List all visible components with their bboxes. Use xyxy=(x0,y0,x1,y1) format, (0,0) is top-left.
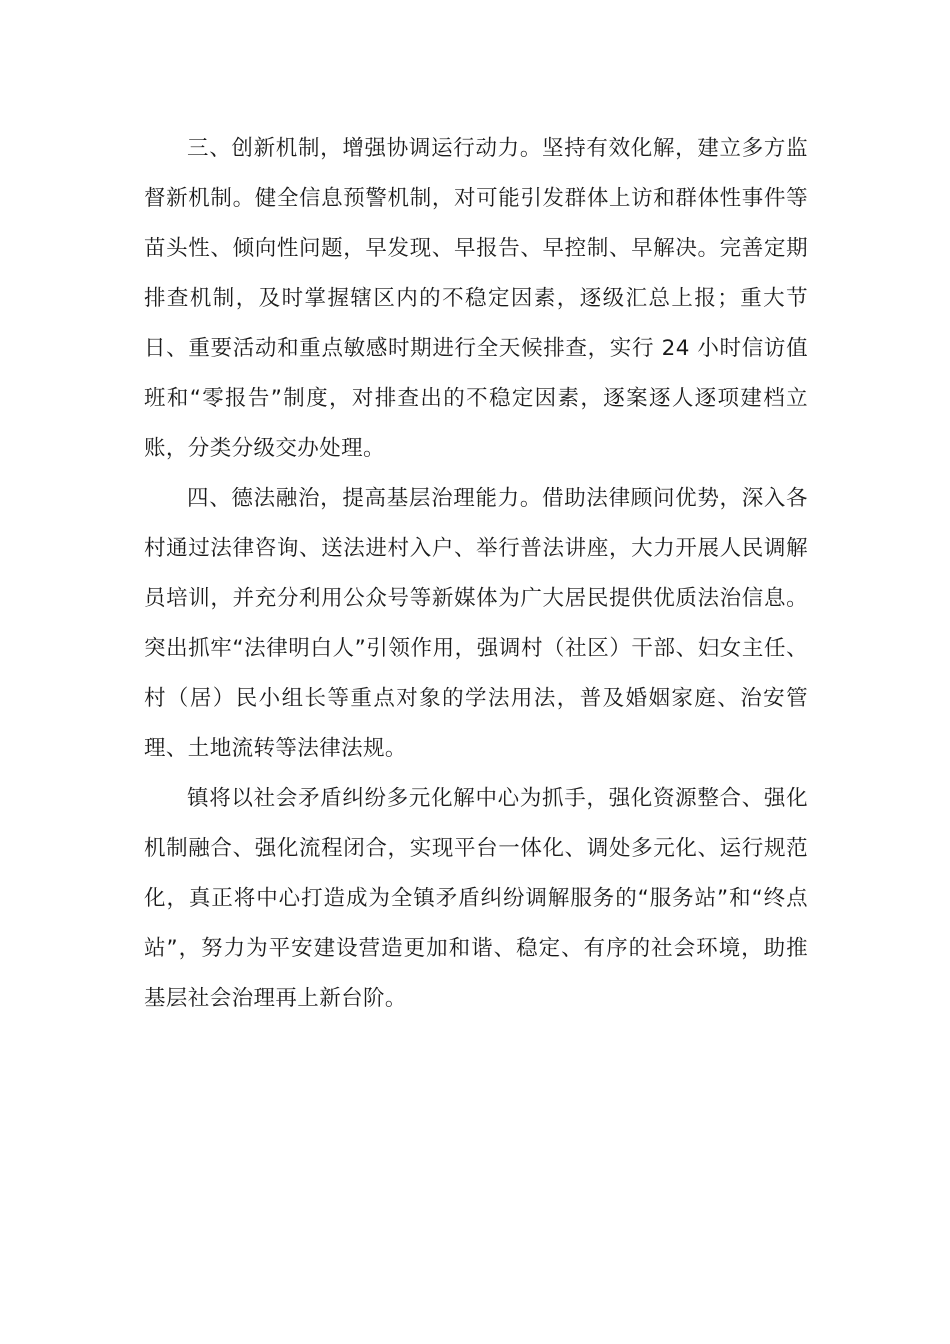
paragraph-innovation-mechanism: 三、创新机制，增强协调运行动力。坚持有效化解，建立多方监督新机制。健全信息预警机制，对可能引发群体上访和群体性事件等苗头性、倾向性问题，早发现、早报告、早控制、早解决。完善定期排查机制，及时掌握辖区内的不稳定因素，逐级汇总上报；重大节日、重要活动和重点敏感时期进行全天候排查，实行 24 小时信访值班和“零报告”制度，对排查出的不稳定因素，逐案逐人逐项建档立账，分类分级交办处理。 xyxy=(144,136,808,461)
paragraph-conclusion: 镇将以社会矛盾纠纷多元化解中心为抓手，强化资源整合、强化机制融合、强化流程闭合，实现平台一体化、调处多元化、运行规范化，真正将中心打造成为全镇矛盾纠纷调解服务的“服务站”和“终点站”，努力为平安建设营造更加和谐、稳定、有序的社会环境，助推基层社会治理再上新台阶。 xyxy=(144,786,808,1011)
document-body xyxy=(144,124,808,1024)
paragraph-rule-of-law: 四、德法融治，提高基层治理能力。借助法律顾问优势，深入各村通过法律咨询、送法进村入户、举行普法讲座，大力开展人民调解员培训，并充分利用公众号等新媒体为广大居民提供优质法治信息。突出抓牢“法律明白人”引领作用，强调村（社区）干部、妇女主任、村（居）民小组长等重点对象的学法用法，普及婚姻家庭、治安管理、土地流转等法律法规。 xyxy=(144,486,808,761)
